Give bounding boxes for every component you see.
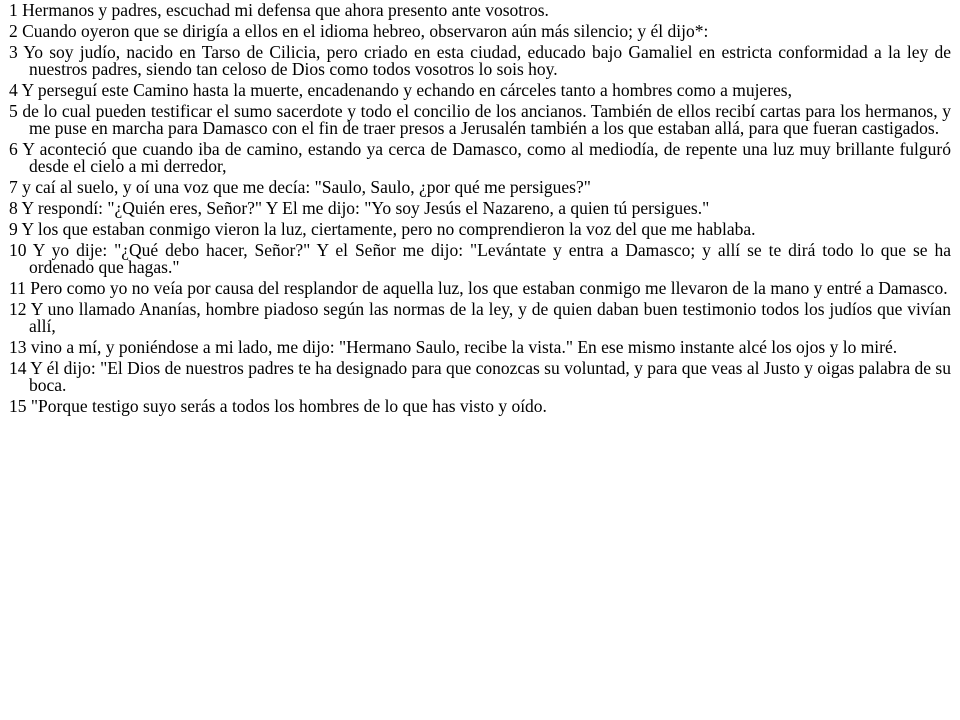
verse-3: 3 Yo soy judío, nacido en Tarso de Cilicia, pero criado en esta ciudad, educado bajo Gamaliel en estricta conformidad a la ley de nuestros padres, siendo tan celoso de Dios como todos vosotros lo sois hoy. xyxy=(9,42,951,79)
verse-2: 2 Cuando oyeron que se dirigía a ellos en el idioma hebreo, observaron aún más silencio; y él dijo*: xyxy=(9,21,709,41)
verse-4: 4 Y perseguí este Camino hasta la muerte, encadenando y echando en cárceles tanto a hombres como a mujeres, xyxy=(9,80,792,100)
verse-5: 5 de lo cual pueden testificar el sumo sacerdote y todo el concilio de los ancianos. También de ellos recibí cartas para los hermanos, y me puse en marcha para Damasco con el fin de traer presos a Jerusalén también a los que estaban allá, para que fueran castigados. xyxy=(9,101,951,138)
verse-15: 15 "Porque testigo suyo serás a todos los hombres de lo que has visto y oído. xyxy=(9,396,547,416)
scripture-text xyxy=(9,2,951,419)
verse-14: 14 Y él dijo: "El Dios de nuestros padres te ha designado para que conozcas su voluntad, y para que veas al Justo y oigas palabra de su boca. xyxy=(9,358,951,395)
verse-10: 10 Y yo dije: "¿Qué debo hacer, Señor?" Y el Señor me dijo: "Levántate y entra a Damasco; y allí se te dirá todo lo que se ha ordenado que hagas." xyxy=(9,240,951,277)
verse-8: 8 Y respondí: "¿Quién eres, Señor?" Y El me dijo: "Yo soy Jesús el Nazareno, a quien tú persigues." xyxy=(9,198,710,218)
verse-12: 12 Y uno llamado Ananías, hombre piadoso según las normas de la ley, y de quien daban buen testimonio todos los judíos que vivían allí, xyxy=(9,299,951,336)
verse-9: 9 Y los que estaban conmigo vieron la luz, ciertamente, pero no comprendieron la voz del que me hablaba. xyxy=(9,219,756,239)
verse-11: 11 Pero como yo no veía por causa del resplandor de aquella luz, los que estaban conmigo me llevaron de la mano y entré a Damasco. xyxy=(9,278,948,298)
verse-6: 6 Y aconteció que cuando iba de camino, estando ya cerca de Damasco, como al mediodía, de repente una luz muy brillante fulguró desde el cielo a mi derredor, xyxy=(9,139,951,176)
verse-7: 7 y caí al suelo, y oí una voz que me decía: "Saulo, Saulo, ¿por qué me persigues?" xyxy=(9,177,591,197)
verse-1: 1 Hermanos y padres, escuchad mi defensa que ahora presento ante vosotros. xyxy=(9,0,549,20)
verse-13: 13 vino a mí, y poniéndose a mi lado, me dijo: "Hermano Saulo, recibe la vista." En ese mismo instante alcé los ojos y lo miré. xyxy=(9,337,898,357)
